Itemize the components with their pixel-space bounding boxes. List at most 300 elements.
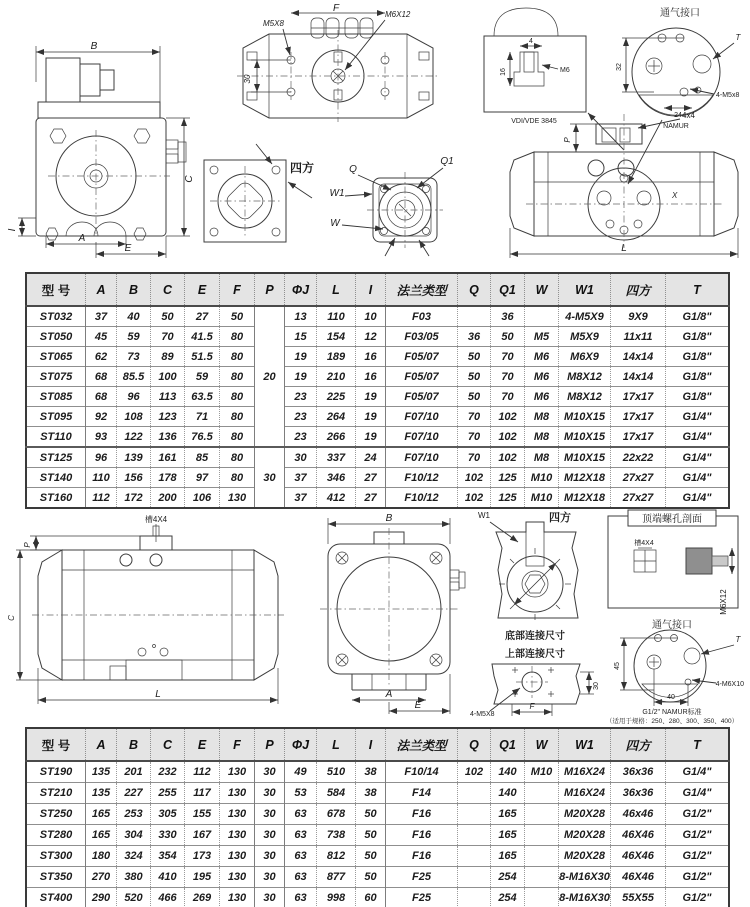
- value-cell: [458, 306, 491, 327]
- label-x: X: [672, 191, 678, 200]
- value-cell: 80: [220, 367, 255, 387]
- value-cell: 63: [285, 804, 317, 825]
- value-cell: 178: [151, 468, 185, 488]
- value-cell: 50: [458, 387, 491, 407]
- value-cell: F07/10: [386, 407, 458, 427]
- value-cell: 89: [151, 347, 185, 367]
- value-cell: M10X15: [559, 407, 611, 427]
- value-cell: 63: [285, 825, 317, 846]
- dim-label-a: A: [78, 233, 86, 244]
- value-cell: G1/2": [666, 846, 730, 867]
- value-cell: 30: [255, 447, 285, 508]
- value-cell: G1/4": [666, 761, 730, 783]
- column-header: ΦJ: [285, 273, 317, 306]
- value-cell: 412: [317, 488, 356, 509]
- column-header: Q1: [491, 273, 525, 306]
- value-cell: M8: [525, 427, 559, 448]
- table-row: [26, 347, 729, 367]
- value-cell: 41.5: [185, 327, 220, 347]
- drawing-top-view: [233, 4, 443, 126]
- value-cell: 346: [317, 468, 356, 488]
- value-cell: 130: [220, 846, 255, 867]
- label-vdi-vde: VDI/VDE 3845: [511, 118, 557, 125]
- value-cell: 46X46: [611, 867, 666, 888]
- value-cell: 110: [317, 306, 356, 327]
- value-cell: 4-M5X9: [559, 306, 611, 327]
- column-header: C: [151, 728, 185, 761]
- model-cell: ST300: [26, 846, 86, 867]
- dim-label-l2: L: [155, 689, 161, 700]
- model-cell: ST160: [26, 488, 86, 509]
- value-cell: M8X12: [559, 387, 611, 407]
- value-cell: 70: [491, 367, 525, 387]
- label-m6x12: M6X12: [385, 10, 411, 19]
- value-cell: 50: [151, 306, 185, 327]
- value-cell: M10: [525, 761, 559, 783]
- value-cell: 337: [317, 447, 356, 468]
- value-cell: 70: [458, 407, 491, 427]
- table-row: [26, 846, 729, 867]
- value-cell: 50: [356, 846, 386, 867]
- value-cell: [525, 867, 559, 888]
- value-cell: 70: [458, 427, 491, 448]
- table-row: [26, 867, 729, 888]
- value-cell: [525, 783, 559, 804]
- table-row: [26, 468, 729, 488]
- model-cell: ST085: [26, 387, 86, 407]
- value-cell: 19: [356, 387, 386, 407]
- dim-label-p2: P: [23, 542, 32, 548]
- value-cell: G1/8": [666, 327, 730, 347]
- value-cell: 510: [317, 761, 356, 783]
- value-cell: 96: [117, 387, 151, 407]
- value-cell: [525, 804, 559, 825]
- table-row: [26, 888, 729, 907]
- value-cell: 80: [220, 347, 255, 367]
- value-cell: 189: [317, 347, 356, 367]
- value-cell: 19: [356, 407, 386, 427]
- dim-label-4x4: 4x4: [682, 111, 695, 120]
- drawing-shaft-view: [325, 130, 465, 258]
- value-cell: 70: [491, 387, 525, 407]
- value-cell: G1/2": [666, 867, 730, 888]
- value-cell: 678: [317, 804, 356, 825]
- dim-label-c2: C: [7, 615, 16, 621]
- label-4-m6x10: 4-M6X10: [715, 681, 744, 688]
- value-cell: 255: [151, 783, 185, 804]
- value-cell: 100: [151, 367, 185, 387]
- column-header: B: [117, 728, 151, 761]
- value-cell: 38: [356, 783, 386, 804]
- value-cell: 17x17: [611, 407, 666, 427]
- value-cell: 70: [491, 347, 525, 367]
- value-cell: 17x17: [611, 387, 666, 407]
- value-cell: G1/2": [666, 888, 730, 907]
- value-cell: M8X12: [559, 367, 611, 387]
- value-cell: 165: [86, 825, 117, 846]
- value-cell: G1/4": [666, 427, 730, 448]
- value-cell: 85.5: [117, 367, 151, 387]
- value-cell: 27: [356, 488, 386, 509]
- value-cell: 15: [285, 327, 317, 347]
- value-cell: 16: [356, 367, 386, 387]
- value-cell: 270: [86, 867, 117, 888]
- column-header: C: [151, 273, 185, 306]
- value-cell: 27x27: [611, 488, 666, 509]
- value-cell: 130: [220, 488, 255, 509]
- value-cell: 130: [220, 804, 255, 825]
- model-cell: ST140: [26, 468, 86, 488]
- value-cell: G1/2": [666, 825, 730, 846]
- value-cell: F16: [386, 825, 458, 846]
- value-cell: [525, 825, 559, 846]
- dim-label-f2: F: [529, 702, 535, 711]
- value-cell: 30: [255, 761, 285, 783]
- value-cell: 24: [356, 447, 386, 468]
- value-cell: 73: [117, 347, 151, 367]
- value-cell: F10/12: [386, 468, 458, 488]
- value-cell: 201: [117, 761, 151, 783]
- caption-bottom-connection: 底部连接尺寸: [505, 631, 565, 642]
- value-cell: M8: [525, 407, 559, 427]
- value-cell: 27x27: [611, 468, 666, 488]
- value-cell: 117: [185, 783, 220, 804]
- value-cell: 135: [86, 783, 117, 804]
- value-cell: 998: [317, 888, 356, 907]
- value-cell: 71: [185, 407, 220, 427]
- dim-label-a2: A: [385, 689, 393, 700]
- value-cell: 135: [86, 761, 117, 783]
- column-header: I: [356, 273, 386, 306]
- value-cell: 30: [255, 804, 285, 825]
- value-cell: 30: [255, 783, 285, 804]
- value-cell: 225: [317, 387, 356, 407]
- label-sifang-2: 四方: [549, 512, 571, 524]
- dim-label-f: F: [332, 3, 340, 14]
- value-cell: 156: [117, 468, 151, 488]
- value-cell: 165: [491, 825, 525, 846]
- column-header: I: [356, 728, 386, 761]
- value-cell: 97: [185, 468, 220, 488]
- value-cell: 17x17: [611, 427, 666, 448]
- value-cell: 59: [117, 327, 151, 347]
- value-cell: 102: [491, 427, 525, 448]
- value-cell: F10/12: [386, 488, 458, 509]
- title-top-thread-section: 顶端螺孔剖面: [642, 514, 702, 525]
- column-header: A: [86, 728, 117, 761]
- value-cell: F10/14: [386, 761, 458, 783]
- value-cell: 354: [151, 846, 185, 867]
- value-cell: 38: [356, 761, 386, 783]
- value-cell: 165: [491, 804, 525, 825]
- label-vent-port: 通气接口: [660, 8, 700, 19]
- value-cell: 140: [491, 761, 525, 783]
- value-cell: 80: [220, 447, 255, 468]
- value-cell: 68: [86, 387, 117, 407]
- column-header: W1: [559, 273, 611, 306]
- value-cell: 50: [220, 306, 255, 327]
- value-cell: G1/4": [666, 488, 730, 509]
- value-cell: 125: [491, 468, 525, 488]
- column-header: F: [220, 273, 255, 306]
- value-cell: 8-M16X30: [559, 888, 611, 907]
- value-cell: 130: [220, 761, 255, 783]
- value-cell: 51.5: [185, 347, 220, 367]
- table-row: [26, 488, 729, 509]
- value-cell: 46X46: [611, 846, 666, 867]
- value-cell: 37: [285, 468, 317, 488]
- value-cell: 520: [117, 888, 151, 907]
- model-cell: ST050: [26, 327, 86, 347]
- column-header: 法兰类型: [386, 728, 458, 761]
- value-cell: 173: [185, 846, 220, 867]
- value-cell: G1/8": [666, 387, 730, 407]
- value-cell: M10: [525, 468, 559, 488]
- value-cell: 80: [220, 327, 255, 347]
- column-header: L: [317, 728, 356, 761]
- dim-label-b2: B: [385, 513, 393, 524]
- column-header: 法兰类型: [386, 273, 458, 306]
- value-cell: M5: [525, 327, 559, 347]
- value-cell: 106: [185, 488, 220, 509]
- value-cell: 139: [117, 447, 151, 468]
- value-cell: 19: [285, 347, 317, 367]
- value-cell: 738: [317, 825, 356, 846]
- value-cell: 122: [117, 427, 151, 448]
- value-cell: M10X15: [559, 447, 611, 468]
- value-cell: 136: [151, 427, 185, 448]
- value-cell: 155: [185, 804, 220, 825]
- value-cell: 22x22: [611, 447, 666, 468]
- value-cell: M12X18: [559, 468, 611, 488]
- value-cell: M6X9: [559, 347, 611, 367]
- label-t: T: [735, 33, 741, 42]
- value-cell: 59: [185, 367, 220, 387]
- label-namur: NAMUR: [663, 123, 689, 130]
- column-header: W1: [559, 728, 611, 761]
- value-cell: M10: [525, 488, 559, 509]
- value-cell: M20X28: [559, 846, 611, 867]
- label-m5x8: M5X8: [263, 19, 284, 28]
- model-cell: ST250: [26, 804, 86, 825]
- dim-label-4: 4: [529, 38, 533, 45]
- drawing-square-drive: [198, 140, 328, 252]
- value-cell: 227: [117, 783, 151, 804]
- model-cell: ST032: [26, 306, 86, 327]
- value-cell: 304: [117, 825, 151, 846]
- value-cell: 23: [285, 407, 317, 427]
- value-cell: [458, 846, 491, 867]
- label-m6x12-2: M6X12: [719, 589, 728, 615]
- value-cell: F16: [386, 804, 458, 825]
- table-row: [26, 306, 729, 327]
- dim-label-16: 16: [500, 68, 507, 76]
- column-header: B: [117, 273, 151, 306]
- model-cell: ST095: [26, 407, 86, 427]
- value-cell: 80: [220, 387, 255, 407]
- value-cell: 130: [220, 825, 255, 846]
- value-cell: [458, 888, 491, 907]
- dim-label-30-2: 30: [593, 682, 600, 690]
- label-4-m5x8: 4-M5x8: [716, 92, 740, 99]
- value-cell: 584: [317, 783, 356, 804]
- value-cell: 50: [458, 367, 491, 387]
- column-header: L: [317, 273, 356, 306]
- value-cell: M6: [525, 387, 559, 407]
- value-cell: M16X24: [559, 783, 611, 804]
- value-cell: 167: [185, 825, 220, 846]
- value-cell: 60: [356, 888, 386, 907]
- column-header: Q: [458, 273, 491, 306]
- column-header: ΦJ: [285, 728, 317, 761]
- value-cell: 62: [86, 347, 117, 367]
- value-cell: 30: [285, 447, 317, 468]
- model-cell: ST350: [26, 867, 86, 888]
- value-cell: 266: [317, 427, 356, 448]
- value-cell: 40: [117, 306, 151, 327]
- dim-label-40: 40: [667, 694, 675, 701]
- value-cell: 10: [356, 306, 386, 327]
- table-row: [26, 825, 729, 846]
- value-cell: 13: [285, 306, 317, 327]
- value-cell: F03: [386, 306, 458, 327]
- value-cell: 63: [285, 846, 317, 867]
- drawing-side-view: [6, 512, 311, 714]
- value-cell: 30: [255, 825, 285, 846]
- value-cell: F07/10: [386, 427, 458, 448]
- model-cell: ST210: [26, 783, 86, 804]
- value-cell: 11x11: [611, 327, 666, 347]
- model-cell: ST125: [26, 447, 86, 468]
- value-cell: [458, 783, 491, 804]
- value-cell: 12: [356, 327, 386, 347]
- value-cell: M6: [525, 367, 559, 387]
- table-row: [26, 804, 729, 825]
- label-slot-4x4-2: 槽4X4: [634, 540, 654, 547]
- label-t-2: T: [735, 635, 741, 644]
- value-cell: 330: [151, 825, 185, 846]
- column-header: 型 号: [26, 728, 86, 761]
- table-row: [26, 447, 729, 468]
- dimension-table-2: [25, 727, 730, 907]
- column-header: P: [255, 728, 285, 761]
- value-cell: 232: [151, 761, 185, 783]
- value-cell: 20: [255, 306, 285, 447]
- label-w: W: [330, 218, 340, 229]
- value-cell: 102: [458, 761, 491, 783]
- value-cell: 269: [185, 888, 220, 907]
- value-cell: F03/05: [386, 327, 458, 347]
- model-cell: ST400: [26, 888, 86, 907]
- value-cell: M10X15: [559, 427, 611, 448]
- value-cell: 19: [285, 367, 317, 387]
- value-cell: M12X18: [559, 488, 611, 509]
- value-cell: 27: [185, 306, 220, 327]
- value-cell: 305: [151, 804, 185, 825]
- column-header: 型 号: [26, 273, 86, 306]
- label-square-drive: 四方: [289, 161, 315, 175]
- value-cell: 264: [317, 407, 356, 427]
- value-cell: 23: [285, 427, 317, 448]
- value-cell: 36x36: [611, 783, 666, 804]
- value-cell: M6: [525, 347, 559, 367]
- value-cell: [525, 846, 559, 867]
- value-cell: 30: [255, 846, 285, 867]
- dim-label-b: B: [90, 41, 98, 52]
- value-cell: F07/10: [386, 447, 458, 468]
- value-cell: 93: [86, 427, 117, 448]
- value-cell: 324: [117, 846, 151, 867]
- column-header: T: [666, 728, 730, 761]
- value-cell: [525, 888, 559, 907]
- value-cell: 165: [491, 846, 525, 867]
- value-cell: 68: [86, 367, 117, 387]
- model-cell: ST065: [26, 347, 86, 367]
- dim-label-32: 32: [616, 63, 623, 71]
- value-cell: 380: [117, 867, 151, 888]
- table-row: [26, 407, 729, 427]
- value-cell: 102: [491, 447, 525, 468]
- value-cell: 253: [117, 804, 151, 825]
- value-cell: G1/8": [666, 347, 730, 367]
- value-cell: 80: [220, 468, 255, 488]
- caption-namur-standard: G1/2" NAMUR标准: [642, 709, 702, 716]
- value-cell: 45: [86, 327, 117, 347]
- value-cell: G1/2": [666, 804, 730, 825]
- value-cell: 27: [356, 468, 386, 488]
- value-cell: G1/4": [666, 447, 730, 468]
- value-cell: 36x36: [611, 761, 666, 783]
- table-row: [26, 427, 729, 448]
- value-cell: M8: [525, 447, 559, 468]
- value-cell: 50: [458, 347, 491, 367]
- value-cell: 14x14: [611, 367, 666, 387]
- value-cell: 165: [86, 804, 117, 825]
- dim-label-e: E: [124, 243, 132, 254]
- value-cell: M20X28: [559, 804, 611, 825]
- value-cell: 112: [86, 488, 117, 509]
- value-cell: 19: [356, 427, 386, 448]
- value-cell: [458, 825, 491, 846]
- dim-label-e2: E: [414, 700, 422, 711]
- label-m6: M6: [560, 67, 570, 74]
- value-cell: 812: [317, 846, 356, 867]
- value-cell: 130: [220, 867, 255, 888]
- column-header: P: [255, 273, 285, 306]
- value-cell: 80: [220, 407, 255, 427]
- value-cell: 130: [220, 783, 255, 804]
- value-cell: F25: [386, 867, 458, 888]
- column-header: 四方: [611, 728, 666, 761]
- value-cell: 63.5: [185, 387, 220, 407]
- column-header: 四方: [611, 273, 666, 306]
- caption-top-connection: 上部连接尺寸: [505, 649, 565, 660]
- value-cell: 80: [220, 427, 255, 448]
- value-cell: 8-M16X30: [559, 867, 611, 888]
- value-cell: [525, 306, 559, 327]
- value-cell: 161: [151, 447, 185, 468]
- value-cell: 123: [151, 407, 185, 427]
- value-cell: 85: [185, 447, 220, 468]
- value-cell: 180: [86, 846, 117, 867]
- header-row: [26, 728, 729, 761]
- value-cell: G1/8": [666, 367, 730, 387]
- value-cell: 55X55: [611, 888, 666, 907]
- column-header: Q: [458, 728, 491, 761]
- value-cell: 200: [151, 488, 185, 509]
- drawing-top-detail: [598, 506, 748, 724]
- column-header: F: [220, 728, 255, 761]
